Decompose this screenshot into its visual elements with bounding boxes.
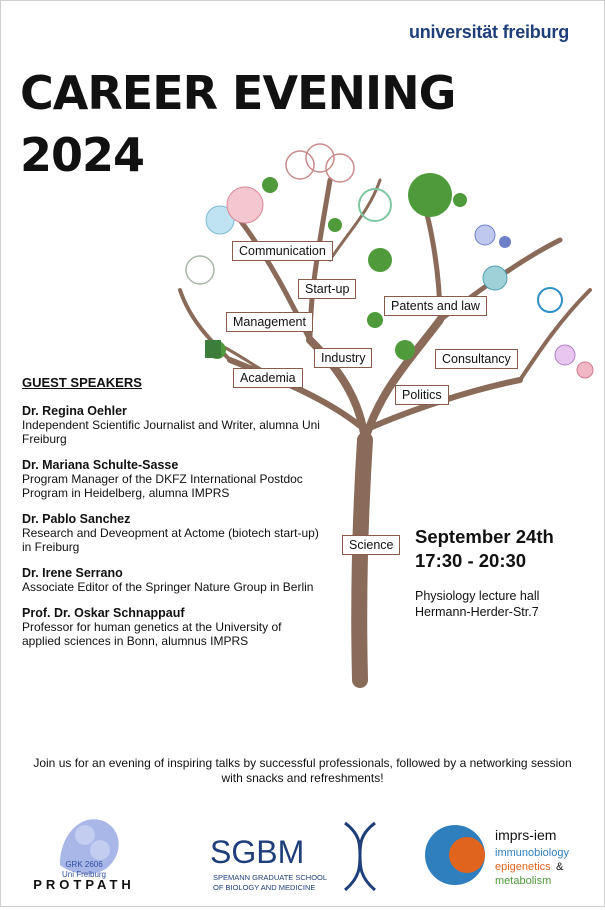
cell-icon (577, 362, 593, 378)
speaker-item (22, 404, 322, 446)
speaker-name: Dr. Irene Serrano (22, 566, 123, 580)
tree-label-patents: Patents and law (384, 296, 487, 316)
title-line-2: 2024 (20, 128, 145, 182)
cell-icon (555, 345, 575, 365)
event-venue (415, 588, 539, 620)
venue-line-2: Hermann-Herder-Str.7 (415, 605, 539, 619)
tree-label-politics: Politics (395, 385, 449, 405)
leaf-cluster (368, 248, 392, 272)
imprs-line3: metabolism (495, 875, 552, 887)
speaker-name: Dr. Pablo Sanchez (22, 512, 131, 526)
logos-graphic (0, 805, 605, 905)
title-line-1: CAREER EVENING (20, 66, 456, 120)
speaker-item (22, 512, 322, 554)
speaker-name: Dr. Mariana Schulte-Sasse (22, 458, 179, 472)
sgbm-sub2: OF BIOLOGY AND MEDICINE (213, 883, 316, 892)
protpath-sub1: GRK 2606 (65, 860, 103, 869)
venue-line-1: Physiology lecture hall (415, 589, 540, 603)
leaf-cluster (367, 312, 383, 328)
event-time: 17:30 - 20:30 (415, 550, 527, 571)
tree-label-communication: Communication (232, 241, 333, 261)
imprs-line1: immunobiology (495, 847, 569, 859)
virus-icon (483, 266, 507, 290)
speaker-name: Dr. Regina Oehler (22, 404, 127, 418)
speaker-description: Professor for human genetics at the University of applied sciences in Bonn, alumnus IMPRS (22, 620, 282, 648)
speaker-item (22, 458, 322, 500)
tree-label-industry: Industry (314, 348, 372, 368)
bacteria-icon (186, 256, 214, 284)
protpath-word: PROTPATH (33, 877, 135, 892)
tree-label-consultancy: Consultancy (435, 349, 518, 369)
speaker-item (22, 606, 322, 648)
tree-label-academia: Academia (233, 368, 303, 388)
speaker-name: Prof. Dr. Oskar Schnappauf (22, 606, 185, 620)
leaf-cluster (395, 340, 415, 360)
leaf-cluster (453, 193, 467, 207)
antibody-icon (538, 288, 562, 312)
speaker-description: Program Manager of the DKFZ International Postdoc Program in Heidelberg, alumna IMPRS (22, 472, 303, 500)
speaker-description: Independent Scientific Journalist and Writer, alumna Uni Freiburg (22, 418, 320, 446)
guest-speakers-heading: GUEST SPEAKERS (22, 375, 142, 390)
tree-label-science: Science (342, 535, 400, 555)
sgbm-word: SGBM (210, 834, 305, 870)
tree-trunk (359, 440, 365, 680)
event-datetime (415, 525, 554, 573)
cell-icon (227, 187, 263, 223)
leaf-cluster (408, 173, 452, 217)
molecule-icon (286, 151, 314, 179)
guest-speakers-section (22, 375, 322, 660)
virus-icon (499, 236, 511, 248)
university-logo: universität freiburg (408, 22, 569, 42)
virus-icon (475, 225, 495, 245)
speaker-description: Research and Deveopment at Actome (biotech start-up) in Freiburg (22, 526, 319, 554)
leaf-cluster (328, 218, 342, 232)
tree-label-management: Management (226, 312, 313, 332)
leaf-cluster (262, 177, 278, 193)
chloroplast-icon (205, 340, 221, 358)
protpath-sub2: Uni Freiburg (61, 870, 107, 879)
sgbm-sub1: SPEMANN GRADUATE SCHOOL (213, 873, 328, 882)
dna-icon (345, 823, 375, 890)
tree-label-startup: Start-up (298, 279, 356, 299)
imprs-word: imprs-iem (495, 827, 557, 843)
speaker-description: Associate Editor of the Springer Nature Group in Berlin (22, 580, 314, 594)
partner-logos (0, 805, 605, 905)
imprs-line2: epigenetics (495, 861, 551, 873)
event-description: Join us for an evening of inspiring talks by successful professionals, followed by a networking session with snacks and refreshments! (33, 756, 572, 785)
imprs-amp: & (556, 861, 564, 873)
event-date: September 24th (415, 526, 554, 547)
speaker-item (22, 566, 322, 594)
